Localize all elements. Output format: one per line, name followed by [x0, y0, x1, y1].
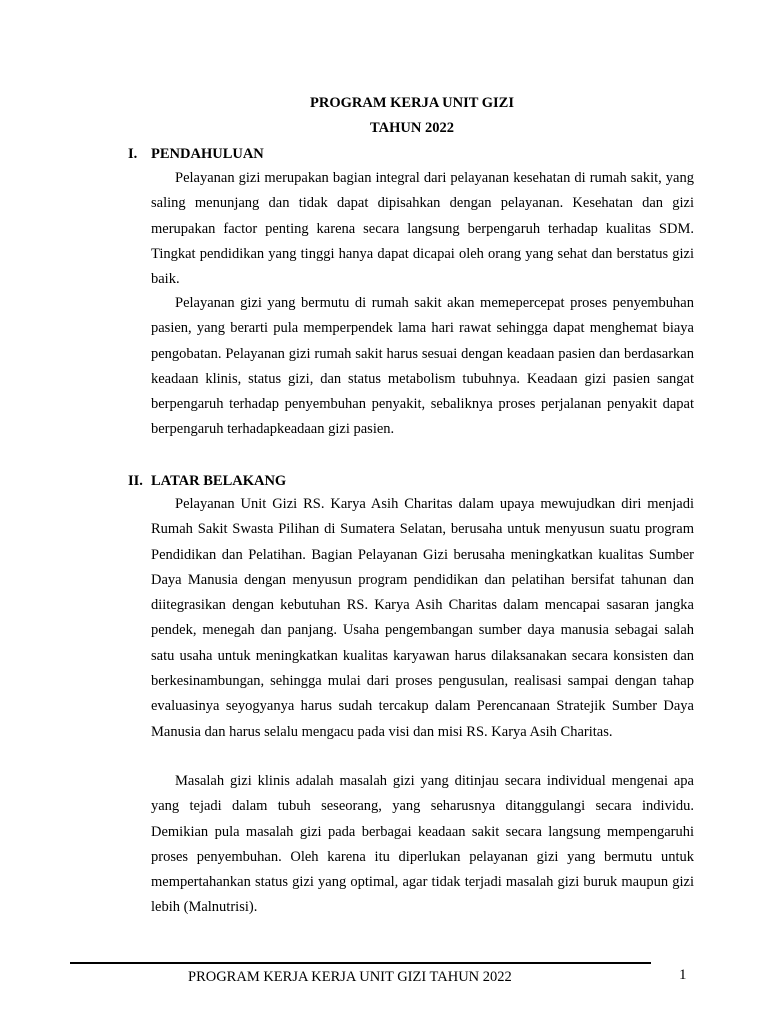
page-number: 1 — [679, 967, 687, 983]
section-title: PENDAHULUAN — [151, 146, 264, 162]
section-number: II. — [128, 473, 143, 489]
section-heading-pendahuluan — [128, 145, 264, 163]
footer-text: PROGRAM KERJA KERJA UNIT GIZI TAHUN 2022 — [188, 969, 512, 985]
document-title: PROGRAM KERJA UNIT GIZI — [310, 95, 514, 111]
footer-divider — [70, 962, 651, 964]
paragraph: Pelayanan Unit Gizi RS. Karya Asih Charitas dalam upaya mewujudkan diri menjadi Rumah Sakit Swasta Pilihan di Sumatera Selatan, berusaha untuk menyusun suatu program Pendidikan dan Pelatihan. Bagian Pelayanan Gizi berusaha meningkatkan kualitas Sumber Daya Manusia dengan menyusun program pendidikan dan pelatihan bersifat tahunan dan diitegrasikan dengan kebutuhan RS. Karya Asih Charitas dalam mencapai sasaran jangka pendek, menegah dan panjang. Usaha pengembangan sumber daya manusia sebagai salah satu usaha untuk meningkatkan kualitas karyawan harus dilaksanakan secara konsisten dan berkesinambungan, sehingga mulai dari proses pengusulan, realisasi sampai dengan tahap evaluasinya seyogyanya harus sudah tercakup dalam Perencanaan Stratejik Sumber Daya Manusia dan harus selalu mengacu pada visi dan misi RS. Karya Asih Charitas. — [151, 496, 694, 740]
paragraph: Masalah gizi klinis adalah masalah gizi yang ditinjau secara individual mengenai apa yang tejadi dalam tubuh seseorang, yang seharusnya ditanggulangi secara individu. Demikian pula masalah gizi pada berbagai keadaan sakit secara langsung mempengaruhi proses penyembuhan. Oleh karena itu diperlukan pelayanan gizi yang bermutu untuk mempertahankan status gizi yang optimal, agar tidak terjadi masalah gizi buruk maupun gizi lebih (Malnutrisi). — [151, 773, 694, 916]
paragraph: Pelayanan gizi yang bermutu di rumah sakit akan memepercepat proses penyembuhan pasien, yang berarti pula memperpendek lama hari rawat sehingga dapat menghemat biaya pengobatan. Pelayanan gizi rumah sakit harus sesuai dengan keadaan pasien dan berdasarkan keadaan klinis, status gizi, dan status metabolism tubuhnya. Keadaan gizi pasien sangat berpengaruh terhadap penyembuhan penyakit, sebaliknya proses perjalanan penyakit dapat berpengaruh terhadapkeadaan gizi pasien. — [151, 295, 694, 438]
paragraph: Pelayanan gizi merupakan bagian integral dari pelayanan kesehatan di rumah sakit, yang saling menunjang dan tidak dapat dipisahkan dengan pelayanan. Kesehatan dan gizi merupakan factor penting karena secara langsung berpengaruh terhadap kualitas SDM. Tingkat pendidikan yang tinggi hanya dapat dicapai oleh orang yang sehat dan berstatus gizi baik. — [151, 170, 694, 288]
section-heading-latar-belakang — [128, 472, 286, 490]
section-number: I. — [128, 146, 138, 162]
section-title: LATAR BELAKANG — [151, 473, 287, 489]
document-year: TAHUN 2022 — [370, 120, 454, 136]
